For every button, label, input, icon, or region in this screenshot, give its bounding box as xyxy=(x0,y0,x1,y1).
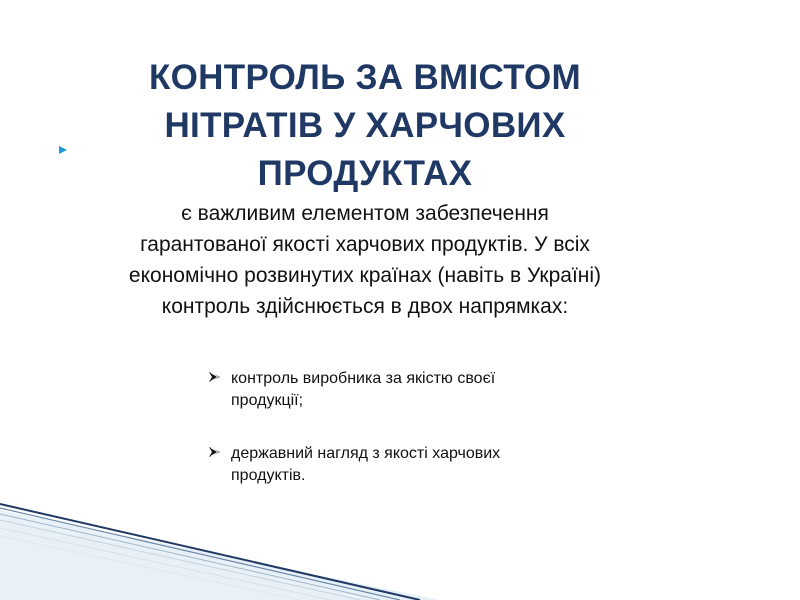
checkmark-arrow-icon xyxy=(208,370,222,384)
title-line: КОНТРОЛЬ ЗА ВМІСТОМ xyxy=(149,58,581,97)
triangle-right-icon xyxy=(59,146,67,154)
list-item-line: державний нагляд з якості харчових xyxy=(231,445,501,462)
intro-line: контроль здійснюється в двох напрямках: xyxy=(161,295,569,318)
list-item xyxy=(208,368,598,412)
intro-line: гарантованої якості харчових продуктів. У всіх xyxy=(140,233,590,256)
intro-line: є важливим елементом забезпечення xyxy=(181,202,549,225)
decorative-waves xyxy=(0,500,800,600)
title-line: НІТРАТІВ У ХАРЧОВИХ xyxy=(164,106,566,145)
list-item-line: контроль виробника за якістю своєї xyxy=(231,370,496,387)
title-line: ПРОДУКТАХ xyxy=(257,154,473,193)
intro-line: економічно розвинутих країнах (навіть в Україні) xyxy=(128,264,602,287)
list-item-line: продуктів. xyxy=(231,467,306,484)
checkmark-arrow-icon xyxy=(208,445,222,459)
intro-paragraph xyxy=(55,198,675,322)
bullet-list xyxy=(208,368,598,518)
list-item xyxy=(208,443,598,487)
slide-title xyxy=(95,54,635,198)
list-item-line: продукції; xyxy=(231,392,304,409)
